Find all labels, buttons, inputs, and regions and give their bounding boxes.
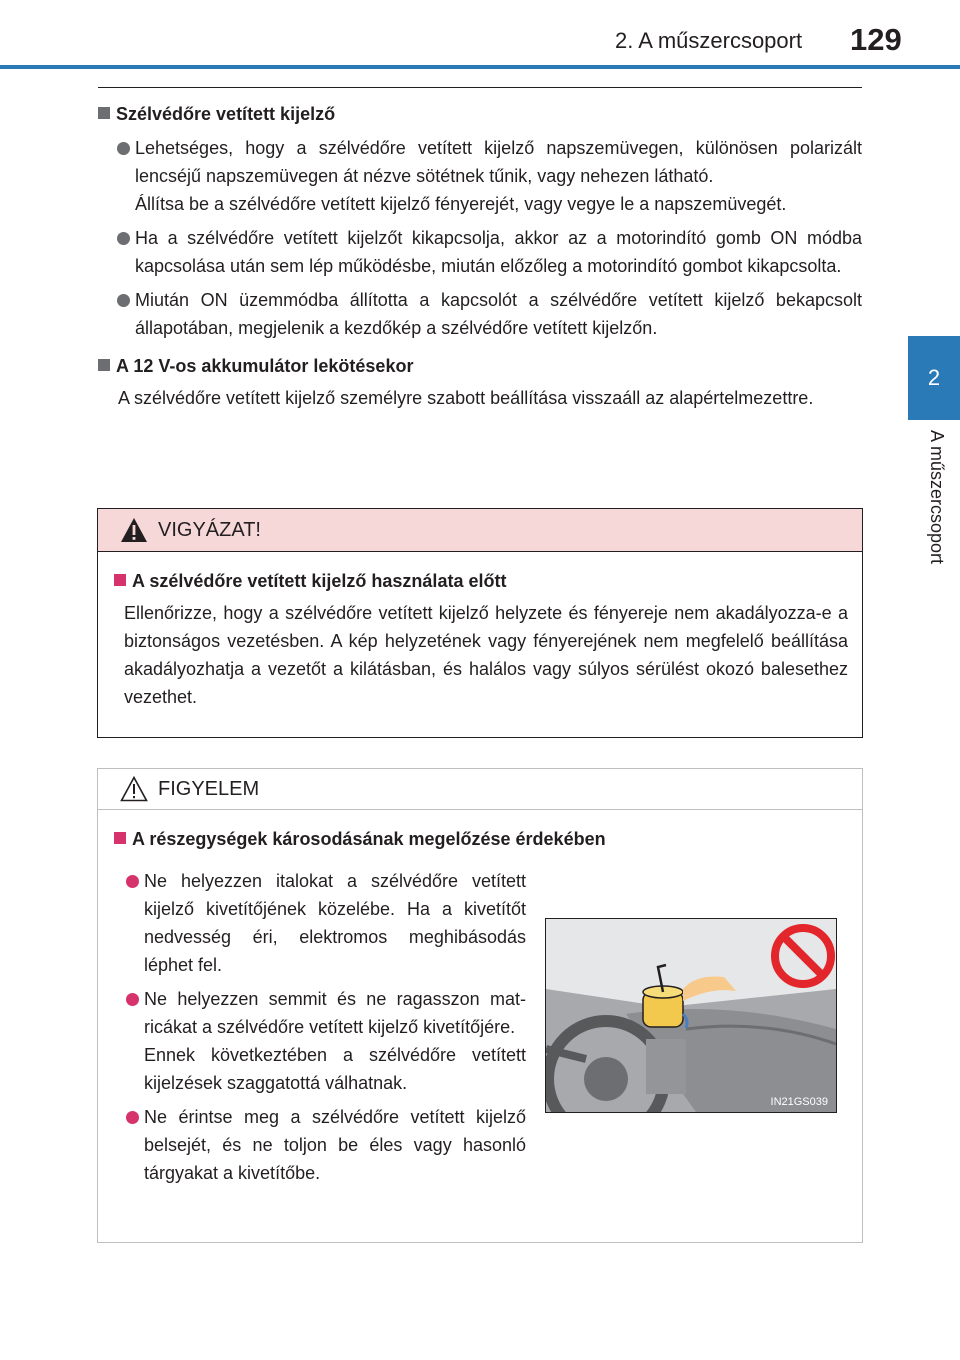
- list-item-text: Ne helyezzen semmit és ne ragasszon matricákat a szélvédőre vetített kijelző kivetítőjére.: [144, 989, 526, 1037]
- notice-heading: [114, 825, 848, 853]
- notice-header: [98, 769, 862, 810]
- round-bullet-icon: [117, 142, 130, 155]
- section-heading: [98, 352, 862, 380]
- list-item-text: Lehetséges, hogy a szélvédőre vetített kijelző napszemüvegen, különösen polarizált lencséjű napszemüvegen át nézve sötétnek tűnik, vagy nehezen látható.: [135, 138, 862, 186]
- dashboard-drawing: [546, 919, 836, 1112]
- chapter-tab: [908, 336, 960, 420]
- round-bullet-icon: [126, 1111, 139, 1124]
- list-item-text: Ne helyezzen italokat a szélvédőre vetített kijelző kivetítőjének közelébe. Ha a kivetítőt nedvesség éri, elektromos meghibásodás léphet fel.: [144, 871, 526, 975]
- round-bullet-icon: [126, 993, 139, 1006]
- section-heading: [98, 100, 862, 128]
- warning-box: [97, 508, 863, 738]
- list-item: [114, 985, 526, 1097]
- round-bullet-icon: [117, 232, 130, 245]
- warning-title: VIGYÁZAT!: [158, 518, 261, 541]
- figure-code: IN21GS039: [770, 1096, 828, 1108]
- list-item-text: Ne érintse meg a szélvédőre vetített kijelző belsejét, és ne toljon be éles vagy hasonló tárgyakat a kivetítőbe.: [144, 1107, 526, 1183]
- chapter-number: 2: [927, 365, 941, 390]
- chapter-label-text: A műszercsoport: [927, 430, 947, 565]
- notice-title: FIGYELEM: [158, 777, 260, 800]
- list-item-text-extra: Állítsa be a szélvédőre vetített kijelző fényerejét, vagy vegye le a napszemüvegét.: [135, 194, 787, 214]
- chapter-label: [917, 430, 947, 590]
- warning-icon: [120, 517, 148, 543]
- square-bullet-icon: [114, 574, 126, 586]
- header-rule-thin: [98, 87, 862, 88]
- square-bullet-icon: [114, 832, 126, 844]
- square-bullet-icon: [98, 359, 110, 371]
- list-item: [98, 286, 862, 342]
- main-content: [98, 100, 862, 412]
- round-bullet-icon: [126, 875, 139, 888]
- list-item: [98, 224, 862, 280]
- list-item-text-extra: Ennek következtében a szélvédőre vetített kijelzések szaggatottá válhatnak.: [144, 1045, 526, 1093]
- page-number: 129: [850, 22, 902, 57]
- list-item: [114, 1103, 526, 1187]
- notice-heading-text: A részegységek károsodásának megelőzése érdekében: [132, 829, 606, 849]
- notice-box: [97, 768, 863, 1243]
- warning-header: [98, 509, 862, 552]
- caution-icon: [120, 776, 148, 802]
- header-rule: [0, 65, 960, 69]
- warning-heading-text: A szélvédőre vetített kijelző használata előtt: [132, 571, 507, 591]
- list-item-text: Ha a szélvédőre vetített kijelzőt kikapcsolja, akkor az a motorindító gomb ON módba kapcsolása után sem lép működésbe, miután előzőleg a motorindító gombot kikapcsolta.: [135, 228, 862, 276]
- list-item-text: Miután ON üzemmódba állította a kapcsolót a szélvédőre vetített kijelző bekapcsolt állapotában, megjelenik a kezdőkép a szélvédőre vetített kijelzőn.: [135, 290, 862, 338]
- section-heading-text: A 12 V-os akkumulátor lekötésekor: [116, 356, 414, 376]
- warning-heading: [114, 567, 848, 595]
- dashboard-illustration: [545, 918, 837, 1113]
- square-bullet-icon: [98, 107, 110, 119]
- list-item: [114, 867, 526, 979]
- paragraph: A szélvédőre vetített kijelző személyre szabott beállítása visszaáll az alapértelmezettre.: [118, 388, 814, 408]
- warning-text: Ellenőrizze, hogy a szélvédőre vetített kijelző helyzete és fényereje nem akadályozza-e a biztonságos vezetésben. A kép helyzetének vagy fényerejének nem megfelelő beállítása akadályozhatja a vezetőt a kilátásban, és halálos vagy súlyos sérülést okozó balesethez vezethet.: [124, 603, 848, 707]
- section-heading-text: Szélvédőre vetített kijelző: [116, 104, 336, 124]
- list-item: [98, 134, 862, 218]
- round-bullet-icon: [117, 294, 130, 307]
- page-header-title: 2. A műszercsoport: [615, 28, 803, 53]
